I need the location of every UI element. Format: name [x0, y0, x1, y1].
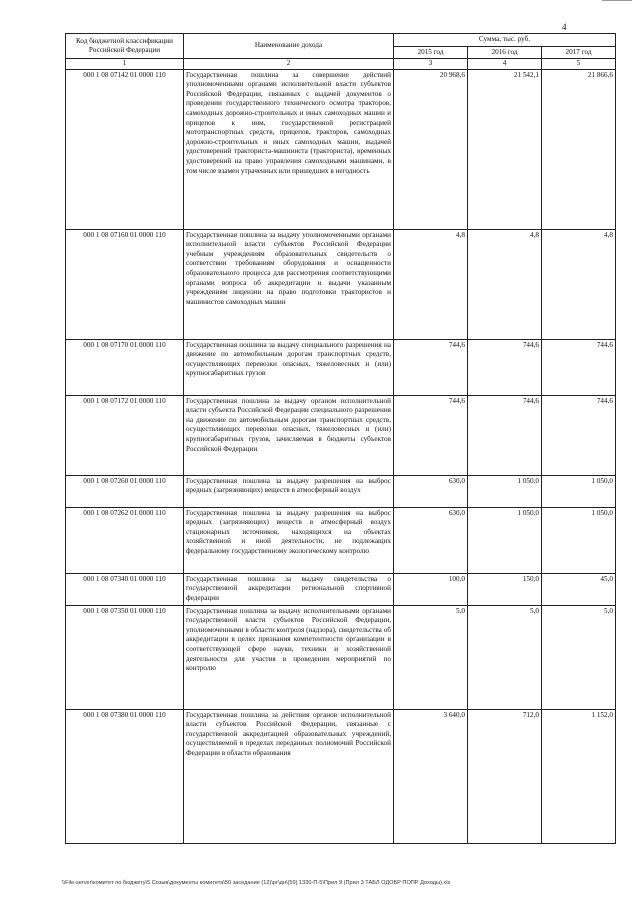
corner-mark — [602, 0, 632, 1]
row-code: 000 1 08 07160 01 0000 110 — [66, 229, 184, 339]
table-row — [66, 475, 616, 507]
col-number: 5 — [542, 59, 616, 70]
row-code: 000 1 08 07142 01 0000 110 — [66, 69, 184, 229]
row-value-2015: 100,0 — [394, 573, 468, 605]
row-value-2017: 5,0 — [542, 605, 616, 709]
row-value-2017: 744,6 — [542, 339, 616, 395]
row-name: Государственная пошлина за действия органов исполнительной власти субъектов Российской Федерации, связанные с государственной аккредитацией образовательных учреждений, осуществляемой в пределах переданных полномочий Российской Федерации в области образования — [184, 709, 394, 843]
row-value-2017: 744,6 — [542, 395, 616, 475]
row-name: Государственная пошлина за выдачу органом исполнительной власти субъекта Российской Федерации специального разрешения на движение по автомобильным дорогам транспортных средств, осуществляющих перевозки опасных, тяжеловесных и (или) крупногабаритных грузов, зачисляемая в бюджеты субъектов Российской Федерации — [184, 395, 394, 475]
revenue-table — [65, 33, 616, 844]
row-value-2016: 744,6 — [468, 339, 542, 395]
row-value-2016: 744,6 — [468, 395, 542, 475]
row-name: Государственная пошлина за выдачу уполномоченными органами исполнительной власти субъектов Российской Федерации учебным учреждениям образовательных свидетельств о соответствии требованиям оборудования и оснащенности образовательного процесса для рассмотрения соответствующими органами вопроса об аккредитации и выдачи указанным учреждениям лицензии на право подготовки трактористов и машинистов самоходных машин — [184, 229, 394, 339]
row-value-2016: 1 050,0 — [468, 507, 542, 573]
row-name: Государственная пошлина за выдачу свидетельства о государственной аккредитации региональной спортивной федерации — [184, 573, 394, 605]
row-value-2015: 5,0 — [394, 605, 468, 709]
footer-file-path: \\File-server\комитет по бюджету\5 Созыв\документы комитета\50 заседание (12)\рг\дн\(59) 1330-П-5\Прил 9 (Прил 3 ТАБЛ ОДОБР ПОПР Доходы).xls — [62, 880, 451, 886]
col-number: 3 — [394, 59, 468, 70]
row-name: Государственная пошлина за выдачу исполнительными органами государственной власти субъектов Российской Федерации, уполномоченными в области контроля (надзора), свидетельства об аккредитации в целях признания компетентности организации в соответствующей сфере науки, техники и хозяйственной деятельности для участия в проведении мероприятий по контролю — [184, 605, 394, 709]
table-row — [66, 339, 616, 395]
row-value-2017: 1 152,0 — [542, 709, 616, 843]
row-value-2016: 21 542,1 — [468, 69, 542, 229]
table-row — [66, 229, 616, 339]
row-name: Государственная пошлина за выдачу разрешения на выброс вредных (загрязняющих) веществ в атмосферный воздух — [184, 475, 394, 507]
row-value-2017: 45,0 — [542, 573, 616, 605]
row-value-2015: 630,0 — [394, 507, 468, 573]
row-code: 000 1 08 07170 01 0000 110 — [66, 339, 184, 395]
row-value-2015: 3 640,0 — [394, 709, 468, 843]
header-name: Наименование дохода — [184, 34, 394, 59]
row-code: 000 1 08 07340 01 0000 110 — [66, 573, 184, 605]
table-row — [66, 709, 616, 843]
row-value-2016: 150,0 — [468, 573, 542, 605]
row-name: Государственная пошлина за совершение действий уполномоченными органами исполнительной власти субъектов Российской Федерации, связанных с выдачей документов о проведении государственного технического осмотра тракторов, самоходных дорожно-строительных и иных самоходных машин и прицепов к ним, государственной регистрацией мототранспортных средств, прицепов, тракторов, самоходных дорожно-строительных и иных самоходных машин, выдачей удостоверений тракториста-машиниста (тракториста), временных удостоверений на право управления самоходными машинами, в том числе взамен утраченных или пришедших в негодность — [184, 69, 394, 229]
row-value-2015: 630,0 — [394, 475, 468, 507]
row-value-2015: 4,8 — [394, 229, 468, 339]
page-number: 4 — [562, 22, 567, 32]
row-value-2016: 1 050,0 — [468, 475, 542, 507]
table-row — [66, 395, 616, 475]
row-name: Государственная пошлина за выдачу разрешения на выброс вредных (загрязняющих) веществ в атмосферный воздух стационарных источников, находящихся на объектах хозяйственной и иной деятельности, не подлежащих федеральному государственному экологическому контролю — [184, 507, 394, 573]
row-value-2015: 744,6 — [394, 395, 468, 475]
col-number: 1 — [66, 59, 184, 70]
table-row — [66, 605, 616, 709]
row-value-2015: 744,6 — [394, 339, 468, 395]
row-code: 000 1 08 07260 01 0000 110 — [66, 475, 184, 507]
header-code: Код бюджетной классификации Российской Федерации — [66, 34, 184, 59]
table-row — [66, 507, 616, 573]
row-value-2017: 1 050,0 — [542, 507, 616, 573]
row-code: 000 1 08 07380 01 0000 110 — [66, 709, 184, 843]
row-value-2016: 712,0 — [468, 709, 542, 843]
row-code: 000 1 08 07350 01 0000 110 — [66, 605, 184, 709]
table-row — [66, 573, 616, 605]
header-year-2015: 2015 год — [394, 46, 468, 59]
row-value-2016: 5,0 — [468, 605, 542, 709]
row-name: Государственная пошлина за выдачу специального разрешения на движение по автомобильным дорогам транспортных средств, осуществляющих перевозки опасных, тяжеловесных и (или) крупногабаритных грузов — [184, 339, 394, 395]
table-row — [66, 69, 616, 229]
row-code: 000 1 08 07172 01 0000 110 — [66, 395, 184, 475]
row-value-2016: 4,8 — [468, 229, 542, 339]
row-value-2017: 1 050,0 — [542, 475, 616, 507]
row-code: 000 1 08 07262 01 0000 110 — [66, 507, 184, 573]
header-sum: Сумма, тыс. руб. — [394, 34, 616, 47]
row-value-2015: 20 968,6 — [394, 69, 468, 229]
row-value-2017: 21 866,6 — [542, 69, 616, 229]
header-year-2017: 2017 год — [542, 46, 616, 59]
header-year-2016: 2016 год — [468, 46, 542, 59]
col-number: 4 — [468, 59, 542, 70]
row-value-2017: 4,8 — [542, 229, 616, 339]
col-number: 2 — [184, 59, 394, 70]
